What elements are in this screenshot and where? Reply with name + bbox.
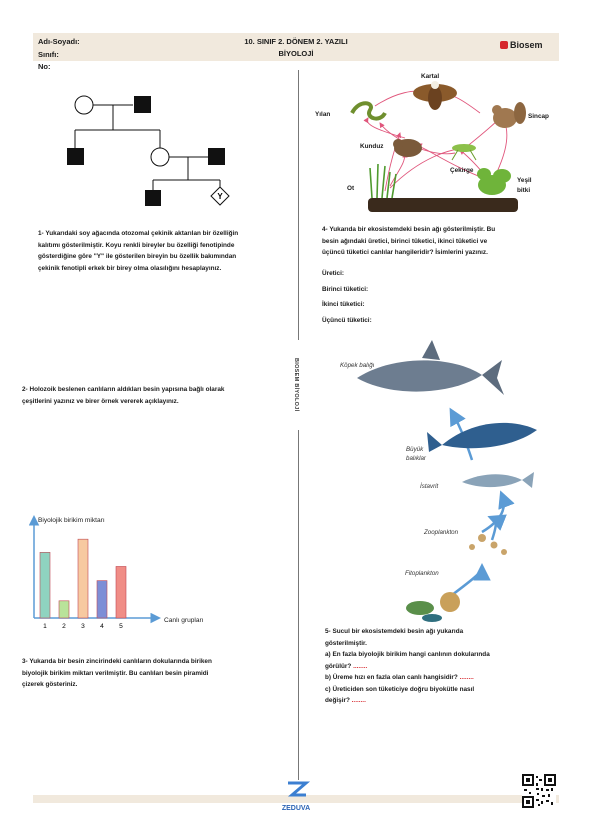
class-label: Sınıfı: bbox=[38, 49, 59, 59]
label-sincap: Sincap bbox=[528, 113, 549, 120]
no-label: No: bbox=[38, 62, 51, 71]
mackerel-icon bbox=[462, 472, 534, 488]
q5-line: gösterilmiştir. bbox=[325, 639, 367, 647]
affected-male-symbol bbox=[134, 96, 151, 113]
q1-line: çekinik fenotipli erkek bir birey olma olasılığını hesaplayınız. bbox=[38, 264, 222, 272]
label-big-fish-2: balıklar bbox=[406, 455, 426, 462]
name-label: Adı-Soyadı: bbox=[38, 37, 80, 46]
brand-logo bbox=[500, 40, 543, 50]
aquatic-food-chain bbox=[332, 340, 562, 625]
q5-line: görülür? bbox=[325, 662, 352, 670]
q3-line: çizerek gösteriniz. bbox=[22, 681, 78, 688]
label-cekirge: Çekirge bbox=[450, 167, 474, 174]
q2-line: 2- Holozoik beslenen canlıların aldıkları besin yapısına bağlı olarak bbox=[22, 386, 225, 393]
label-mackerel: İstavrit bbox=[420, 483, 439, 490]
zooplankton-icon bbox=[469, 534, 507, 555]
exam-title-text: 10. SINIF 2. DÖNEM 2. YAZILI bbox=[244, 37, 348, 46]
q4-line: 4- Yukarıda bir ekosistemdeki besin ağı gösterilmiştir. Bu bbox=[322, 226, 496, 233]
female-symbol bbox=[75, 96, 93, 114]
q4-line: besin ağındaki üretici, birinci tüketici, ikinci tüketici ve bbox=[322, 237, 488, 245]
grass-icon bbox=[370, 164, 396, 198]
snake-icon bbox=[352, 103, 385, 118]
q5-line: c) Üreticiden son tüketiciye doğru biyokütle nasıl bbox=[325, 685, 475, 693]
bar-2 bbox=[59, 601, 69, 618]
grasshopper-icon bbox=[452, 144, 476, 160]
answer-blank: ........ bbox=[353, 662, 368, 670]
q1-line: kalıtımı gösterilmiştir. Koyu renkli bireyler bu özelliği fenotipinde bbox=[38, 241, 235, 249]
column-divider-bottom bbox=[298, 430, 299, 780]
zeduva-logo-icon bbox=[282, 781, 312, 805]
eagle-icon bbox=[413, 81, 457, 110]
answer-blank: ........ bbox=[459, 674, 474, 681]
bar-1 bbox=[40, 552, 50, 618]
q5-line: 5- Sucul bir ekosistemdeki besin ağı yukarıda bbox=[325, 628, 464, 635]
beaver-icon bbox=[393, 139, 422, 157]
answer-tertiary: Üçüncü tüketici: bbox=[322, 316, 372, 324]
label-big-fish-1: Büyük bbox=[406, 446, 424, 453]
tick-label-3: 3 bbox=[81, 623, 85, 630]
subject-text: BİYOLOJİ bbox=[278, 49, 314, 58]
squirrel-icon bbox=[492, 102, 526, 128]
q5-line: a) En fazla biyolojik birikim hangi canlının dokularında bbox=[325, 651, 490, 658]
tick-label-4: 4 bbox=[100, 623, 104, 630]
question-1 bbox=[38, 228, 290, 274]
affected-male-symbol bbox=[67, 148, 84, 165]
q1-line: gösterdiğine göre "Y" ile gösterilen bireyin bu özellik bakımından bbox=[38, 253, 237, 260]
question-2 bbox=[22, 384, 292, 407]
footer-brand: ZEDUVA bbox=[281, 805, 311, 812]
affected-male-symbol bbox=[208, 148, 225, 165]
column-divider-top bbox=[298, 70, 299, 340]
label-bitki: bitki bbox=[517, 187, 531, 194]
label-ot: Ot bbox=[347, 185, 355, 192]
q2-line: çeşitlerini yazınız ve birer örnek vererek açıklayınız. bbox=[22, 397, 179, 405]
green-plant-icon bbox=[477, 168, 511, 195]
q4-answers bbox=[322, 266, 372, 328]
bar-3 bbox=[78, 539, 88, 618]
label-phytoplankton: Fitoplankton bbox=[405, 570, 439, 577]
question-4 bbox=[322, 224, 562, 259]
label-kartal: Kartal bbox=[421, 73, 440, 80]
female-symbol bbox=[151, 148, 169, 166]
side-brand-text: BIOSEM BİYOLOJİ bbox=[293, 358, 299, 412]
pedigree-chart bbox=[60, 90, 240, 210]
q5-line: b) Üreme hızı en fazla olan canlı hangisidir? bbox=[325, 674, 458, 681]
label-zooplankton: Zooplankton bbox=[424, 529, 459, 536]
answer-primary: Birinci tüketici: bbox=[322, 285, 369, 293]
q3-line: 3- Yukarıda bir besin zincirindeki canlıların dokularında biriken bbox=[22, 658, 212, 665]
big-fish-icon bbox=[427, 423, 537, 452]
brand-icon bbox=[500, 41, 508, 49]
q1-line: 1- Yukarıdaki soy ağacında otozomal çekinik aktarılan bir özelliğin bbox=[38, 230, 239, 237]
symbol-letter: Y bbox=[217, 192, 223, 201]
tick-label-5: 5 bbox=[119, 623, 123, 630]
q3-line: biyolojik birikim miktarı verilmiştir. Bu canlıları besin piramidi bbox=[22, 669, 209, 677]
label-yilan: Yılan bbox=[315, 111, 331, 118]
question-5 bbox=[325, 626, 565, 707]
answer-secondary: İkinci tüketici: bbox=[322, 301, 365, 308]
bioaccumulation-chart bbox=[22, 506, 232, 636]
tick-label-1: 1 bbox=[43, 623, 47, 630]
shark-icon bbox=[357, 340, 504, 395]
label-kunduz: Kunduz bbox=[360, 143, 384, 150]
answer-producer: Üretici: bbox=[322, 270, 345, 277]
bar-4 bbox=[97, 581, 107, 618]
phytoplankton-icon bbox=[406, 592, 460, 622]
answer-blank: ........ bbox=[351, 697, 366, 704]
tick-label-2: 2 bbox=[62, 623, 66, 630]
y-axis-label: Biyolojik birikim miktarı bbox=[38, 517, 105, 524]
label-yesil: Yeşil bbox=[517, 177, 532, 184]
bar-5 bbox=[116, 566, 126, 618]
q5-line: değişir? bbox=[325, 697, 350, 704]
qr-code-icon[interactable] bbox=[522, 774, 556, 808]
brand-text: Biosem bbox=[510, 40, 543, 50]
question-3 bbox=[22, 656, 292, 691]
q4-line: üçüncü tüketici canlılar hangileridir? İsimlerini yazınız. bbox=[322, 249, 488, 256]
affected-male-symbol bbox=[145, 190, 161, 206]
food-web-diagram bbox=[315, 68, 560, 216]
x-axis-label: Canlı grupları bbox=[164, 617, 204, 624]
soil-icon bbox=[368, 198, 518, 212]
label-shark: Köpek balığı bbox=[340, 362, 375, 369]
